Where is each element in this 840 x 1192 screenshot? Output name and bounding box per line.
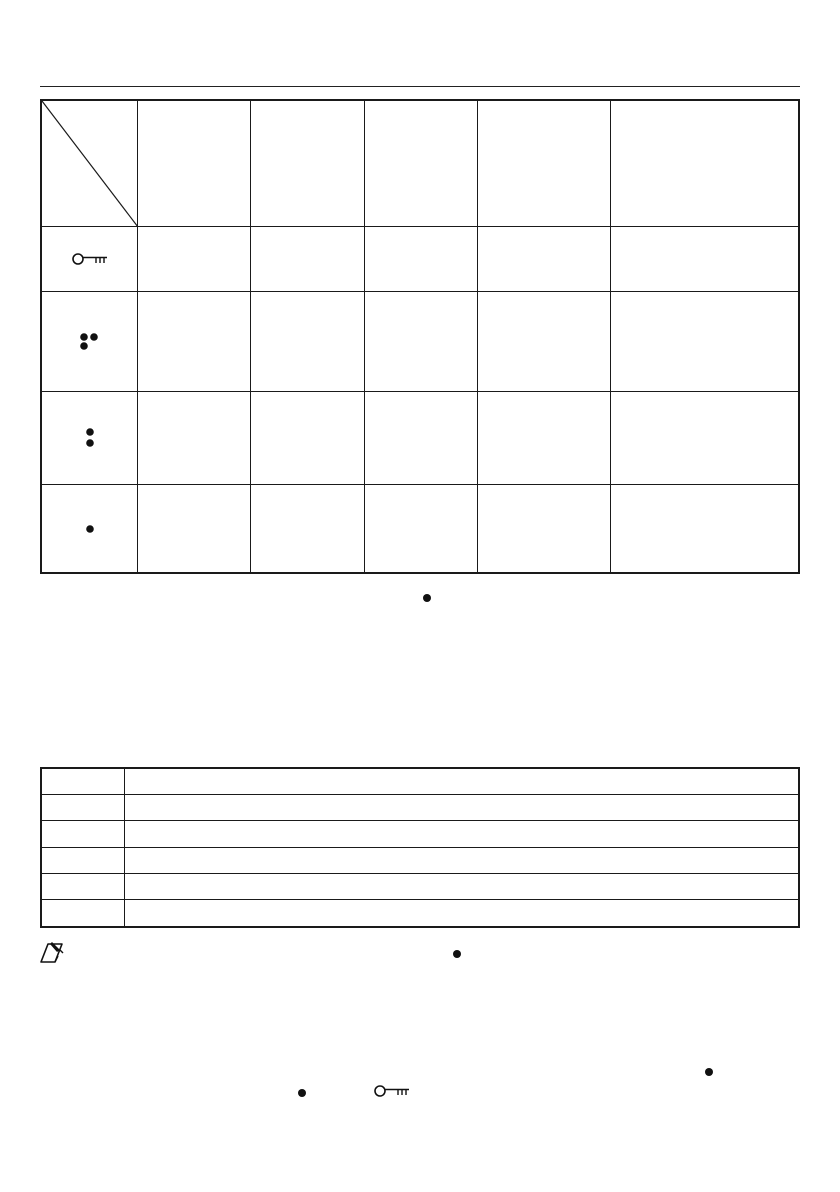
dot-icon xyxy=(423,594,431,602)
table-row-icon-cell xyxy=(42,392,137,484)
dot-icon xyxy=(453,950,461,958)
row-divider xyxy=(42,847,798,848)
column-divider xyxy=(250,101,251,572)
main-table xyxy=(40,99,800,574)
table-row-icon-cell xyxy=(42,227,137,291)
row-divider xyxy=(42,820,798,821)
column-divider xyxy=(137,101,138,572)
row-divider xyxy=(42,899,798,900)
table-row-icon-cell xyxy=(42,485,137,573)
table-row-icon-cell xyxy=(42,292,137,391)
diagonal-header-line xyxy=(42,101,138,229)
pencil-note-icon xyxy=(38,940,66,966)
three-dots-icon xyxy=(79,332,101,352)
dot-icon xyxy=(705,1068,713,1076)
two-dots-icon xyxy=(85,427,95,449)
row-divider xyxy=(42,391,798,392)
row-divider xyxy=(42,291,798,292)
column-divider xyxy=(364,101,365,572)
row-divider xyxy=(42,873,798,874)
column-divider xyxy=(477,101,478,572)
one-dot-icon xyxy=(85,524,95,534)
key-icon xyxy=(372,1084,412,1098)
header-rule xyxy=(40,86,800,87)
dot-icon xyxy=(298,1089,306,1097)
row-divider xyxy=(42,226,798,227)
column-divider xyxy=(610,101,611,572)
row-divider xyxy=(42,484,798,485)
row-divider xyxy=(42,794,798,795)
small-table xyxy=(40,767,800,928)
key-icon xyxy=(71,252,109,266)
